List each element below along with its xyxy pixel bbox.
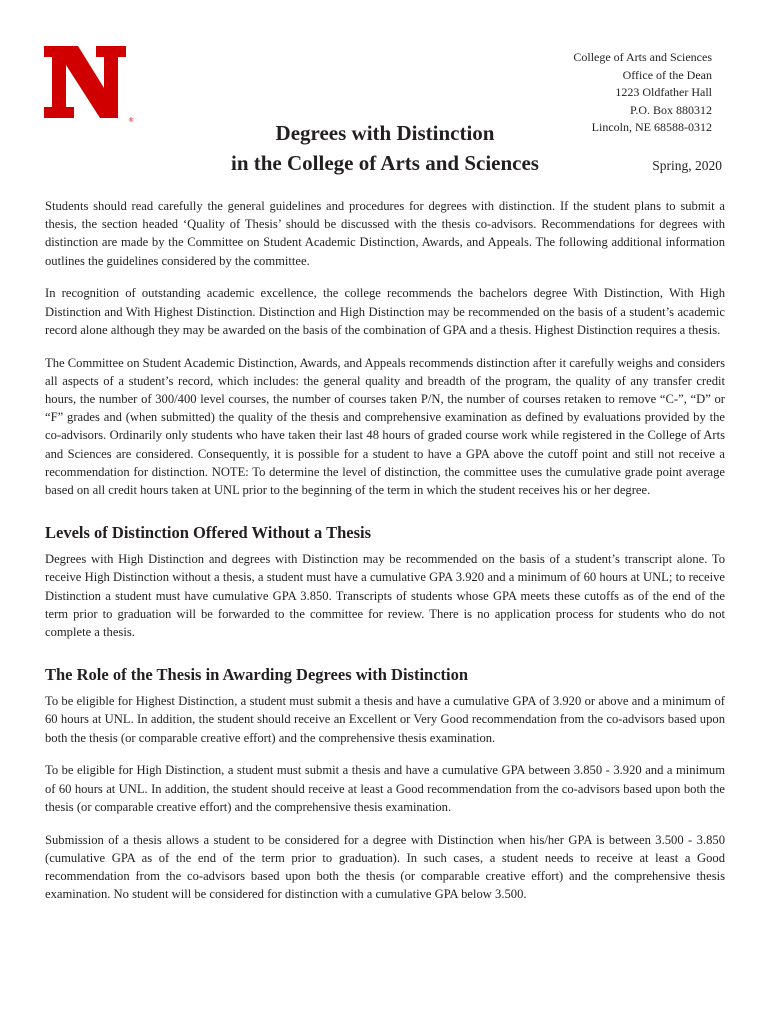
document-body [45, 197, 725, 918]
title-line-2: in the College of Arts and Sciences [231, 151, 539, 175]
document-date: Spring, 2020 [652, 158, 722, 173]
intro-paragraph: The Committee on Student Academic Distinction, Awards, and Appeals recommends distinction after it carefully weighs and considers all aspects of a student’s record, which includes: the general quality and breadth of the program, the quality of any transfer credit hours, the number of 300/400 level courses, the number of courses taken P/N, the number of courses retaken to remove “C-”, “D” or “F” grades and (when submitted) the quality of the thesis and comprehensive examination as defined by evaluations provided by the co-advisors. Ordinarily only students who have taken their last 48 hours of graded course work while registered in the College of Arts and Sciences are considered. Consequently, it is possible for a student to have a GPA above the cutoff point and still not receive a recommendation for distinction. NOTE: To determine the level of distinction, the committee uses the cumulative grade point average based on all credit hours taken at UNL prior to the beginning of the term in which the student receives his or her degree. [45, 355, 725, 498]
address-line: 1223 Oldfather Hall [615, 85, 712, 100]
section-paragraph: Degrees with High Distinction and degrees with Distinction may be recommended on the basis of a student’s transcript alone. To receive High Distinction without a thesis, a student must have a cumulative GPA 3.920 and a minimum of 60 hours at UNL; to receive Distinction a student must have cumulative GPA 3.850. Transcripts of students whose GPA meets these cutoffs as of the end of the term prior to graduation will be forwarded to the committee for review. There is no application process for students who do not complete a thesis. [45, 552, 725, 640]
intro-paragraph: Students should read carefully the general guidelines and procedures for degrees with distinction. If the student plans to submit a thesis, the section headed ‘Quality of Thesis’ should be discussed with the thesis co-advisors. Recommendations for degrees with distinction are made by the Committee on Student Academic Distinction, Awards, and Appeals. The following additional information outlines the guidelines considered by the committee. [45, 199, 725, 268]
address-line: Office of the Dean [622, 67, 712, 82]
trademark-mark: ® [128, 117, 134, 124]
document-title [175, 118, 595, 178]
address-line: Lincoln, NE 68588-0312 [591, 120, 712, 135]
section-paragraph: Submission of a thesis allows a student to be considered for a degree with Distinction when his/her GPA is between 3.500 - 3.850 (cumulative GPA as of the end of the term prior to graduation). In such cases, a student needs to receive at least a Good recommendation from the co-advisors based upon both the thesis (or comparable creative effort) and the comprehensive thesis examination. No student will be considered for distinction with a cumulative GPA below 3.500. [45, 832, 725, 902]
section-heading-no-thesis: Levels of Distinction Offered Without a Thesis [45, 523, 372, 543]
nebraska-n-logo [44, 46, 132, 124]
section-paragraph: To be eligible for High Distinction, a student must submit a thesis and have a cumulative GPA between 3.850 - 3.920 and a minimum of 60 hours at UNL. In addition, the student should receive at least a Good recommendation from the co-advisors based upon both the thesis (or comparable creative effort) and the comprehensive thesis examination. [45, 763, 725, 814]
nebraska-n-logo-icon [44, 46, 132, 124]
address-line: College of Arts and Sciences [573, 50, 712, 64]
intro-paragraph: In recognition of outstanding academic excellence, the college recommends the bachelors degree With Distinction, With High Distinction and With Highest Distinction. Distinction and High Distinction may be recommended on the basis of a student’s academic record alone although they may be awarded on the basis of the combination of GPA and a thesis. Highest Distinction requires a thesis. [45, 286, 725, 337]
title-line-1: Degrees with Distinction [275, 121, 495, 145]
section-paragraph: To be eligible for Highest Distinction, a student must submit a thesis and have a cumulative GPA of 3.920 or above and a minimum of 60 hours at UNL. In addition, the student should receive an Excellent or Very Good recommendation from the co-advisors based upon both the thesis (or comparable creative effort) and the comprehensive thesis examination. [45, 694, 725, 745]
address-line: P.O. Box 880312 [629, 102, 712, 117]
section-heading-thesis-role: The Role of the Thesis in Awarding Degrees with Distinction [45, 665, 469, 685]
